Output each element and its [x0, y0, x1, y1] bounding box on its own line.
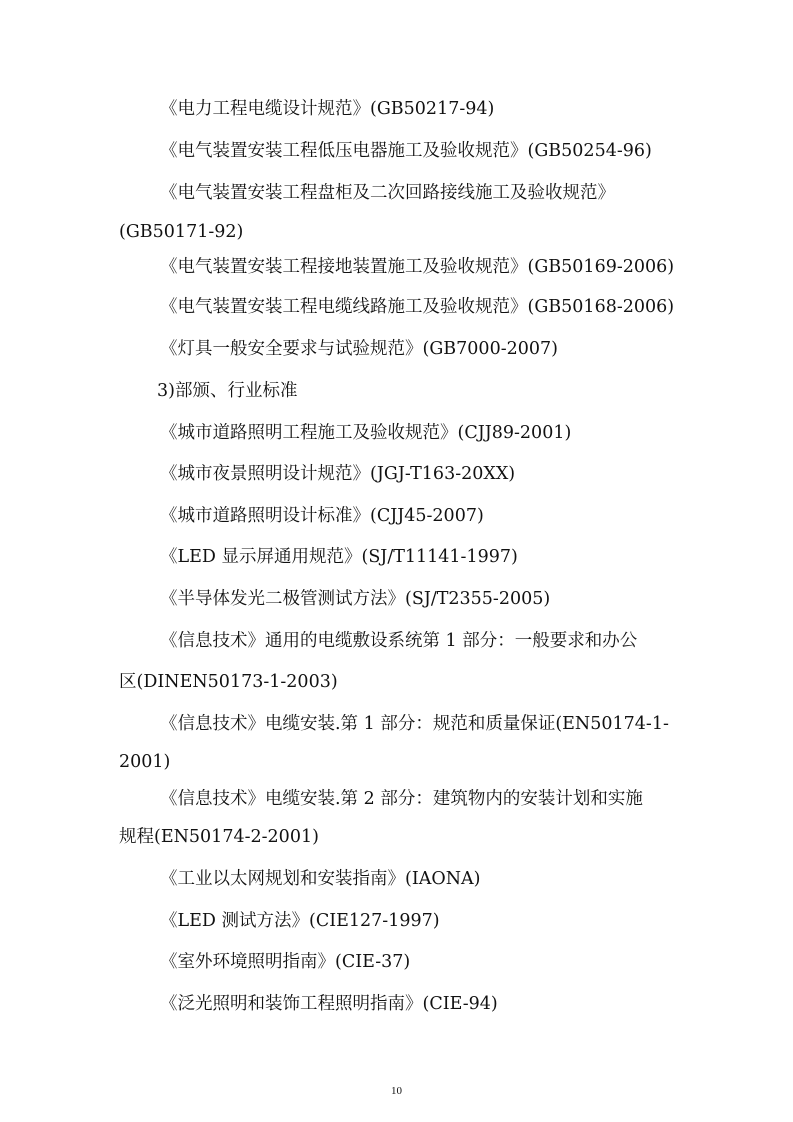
- standard-item: 《城市道路照明工程施工及验收规范》(CJJ89-2001): [160, 423, 572, 443]
- standard-item-continuation: 区(DINEN50173-1-2003): [119, 672, 338, 692]
- page-number: 10: [391, 1085, 402, 1097]
- standard-item: 《信息技术》电缆安装.第 2 部分：建筑物内的安装计划和实施: [160, 789, 643, 809]
- standard-item: 《泛光照明和装饰工程照明指南》(CIE-94): [160, 994, 498, 1014]
- standard-item: 《LED 测试方法》(CIE127-1997): [160, 911, 440, 931]
- standard-item-continuation: 规程(EN50174-2-2001): [119, 827, 319, 847]
- standard-item-continuation: (GB50171-92): [119, 222, 244, 242]
- standard-item: 《室外环境照明指南》(CIE-37): [160, 952, 411, 972]
- standard-item-continuation: 2001): [119, 752, 171, 772]
- standard-item: 《信息技术》电缆安装.第 1 部分：规范和质量保证(EN50174-1-: [160, 714, 669, 734]
- standard-item: 《电气装置安装工程低压电器施工及验收规范》(GB50254-96): [160, 141, 652, 161]
- standard-item: 《信息技术》通用的电缆敷设系统第 1 部分：一般要求和办公: [160, 631, 638, 651]
- standard-item: 《城市道路照明设计标准》(CJJ45-2007): [160, 506, 484, 526]
- standard-item: 《灯具一般安全要求与试验规范》(GB7000-2007): [160, 339, 558, 359]
- standard-item: 《电气装置安装工程盘柜及二次回路接线施工及验收规范》: [160, 183, 615, 203]
- standard-item: 《LED 显示屏通用规范》(SJ/T11141-1997): [160, 547, 518, 567]
- standard-item: 《城市夜景照明设计规范》(JGJ-T163-20XX): [160, 464, 516, 484]
- section-heading: 3)部颁、行业标准: [157, 381, 298, 401]
- standard-item: 《工业以太网规划和安装指南》(IAONA): [160, 869, 481, 889]
- standard-item: 《电力工程电缆设计规范》(GB50217-94): [160, 99, 495, 119]
- standard-item: 《电气装置安装工程电缆线路施工及验收规范》(GB50168-2006): [160, 297, 675, 317]
- standard-item: 《电气装置安装工程接地装置施工及验收规范》(GB50169-2006): [160, 257, 675, 277]
- standard-item: 《半导体发光二极管测试方法》(SJ/T2355-2005): [160, 589, 551, 609]
